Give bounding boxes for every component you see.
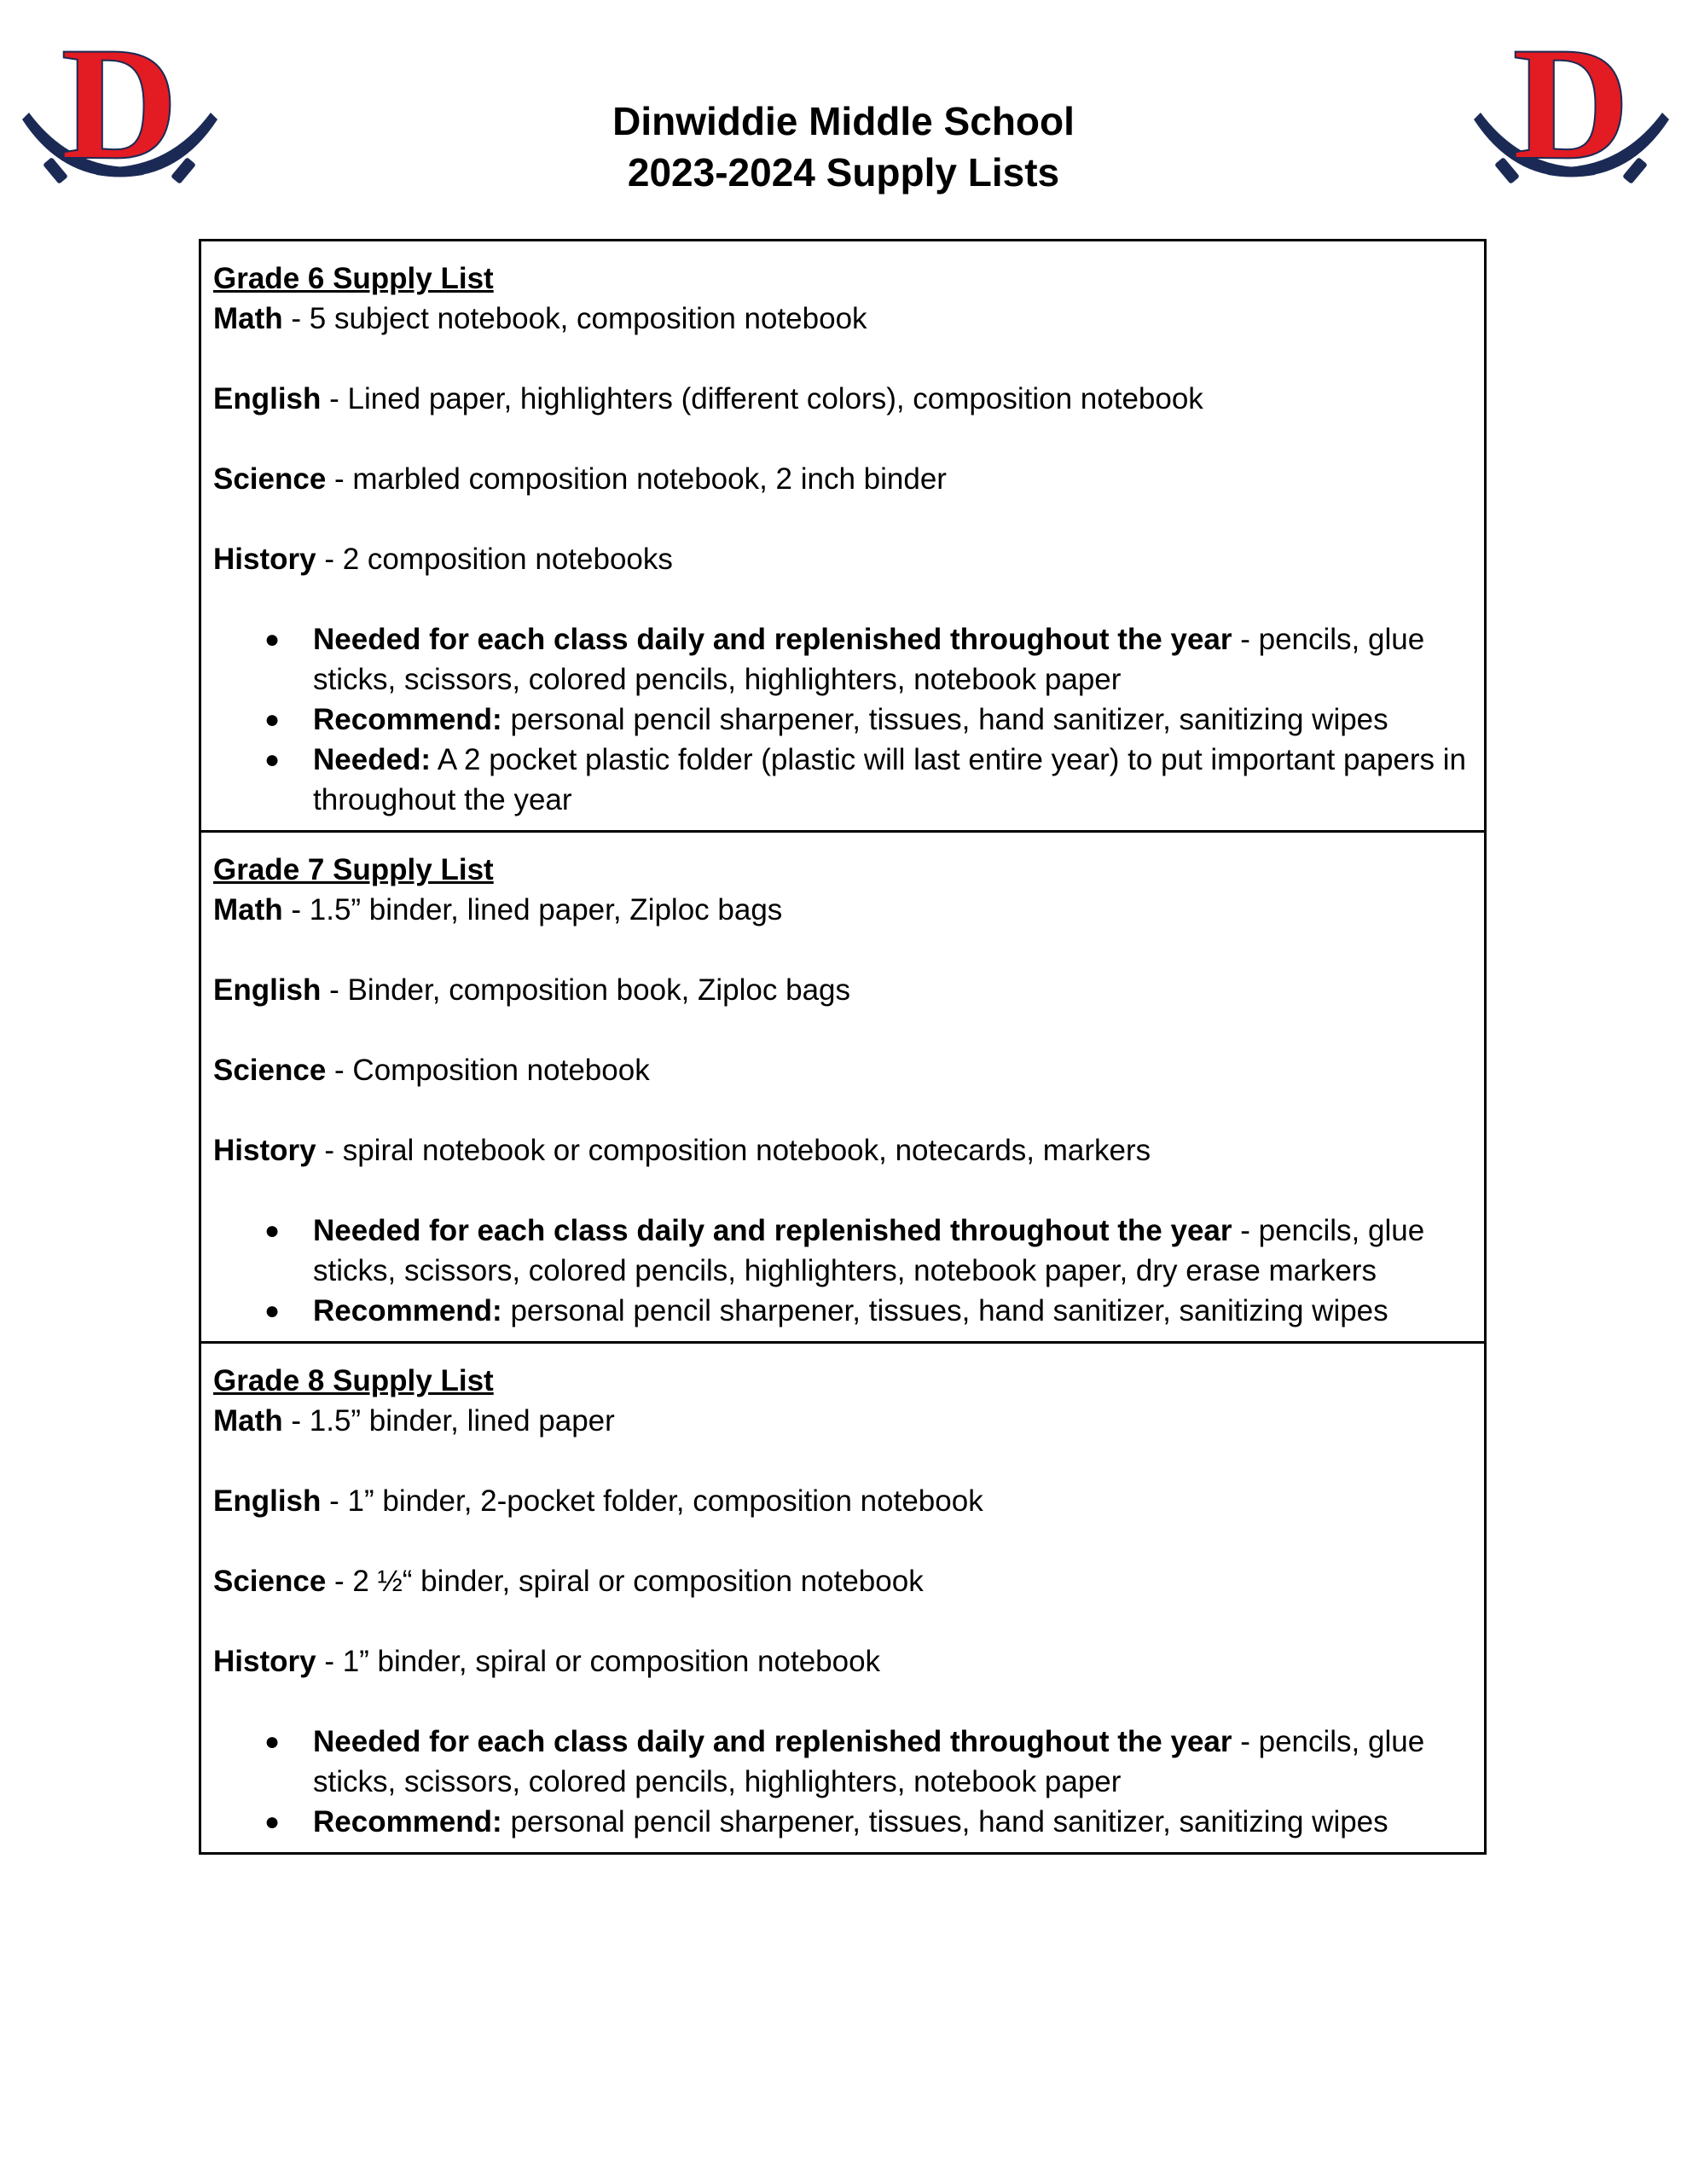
list-item: ● Recommend: personal pencil sharpener, tissues, hand sanitizer, sanitizing wipes xyxy=(213,1802,1472,1842)
subject-english: English - 1” binder, 2-pocket folder, composition notebook xyxy=(213,1484,983,1518)
bullet-icon: ● xyxy=(264,1808,281,1836)
bullet-icon: ● xyxy=(264,746,281,774)
subject-history: History - 2 composition notebooks xyxy=(213,543,673,576)
subject-science: Science - Composition notebook xyxy=(213,1054,650,1087)
supply-list-year: 2023-2024 Supply Lists xyxy=(627,150,1060,195)
bullet-icon: ● xyxy=(264,1297,281,1325)
logo-letter: D xyxy=(61,17,178,192)
bullet-list xyxy=(213,1211,1472,1331)
grade-heading: Grade 8 Supply List xyxy=(213,1364,494,1397)
logo-letter: D xyxy=(1512,17,1630,192)
list-item: ● Needed for each class daily and replenished throughout the year - pencils, glue sticks, scissors, colored pencils, highlighters, notebook paper, dry erase markers xyxy=(213,1211,1472,1291)
subject-science: Science - marbled composition notebook, 2 inch binder xyxy=(213,462,947,496)
bullet-list xyxy=(213,1722,1472,1842)
grade-6-section xyxy=(201,241,1484,830)
subject-math: Math - 1.5” binder, lined paper, Ziploc bags xyxy=(213,893,783,926)
list-item: ● Needed for each class daily and replenished throughout the year - pencils, glue sticks, scissors, colored pencils, highlighters, notebook paper xyxy=(213,1722,1472,1802)
subject-math: Math - 5 subject notebook, composition notebook xyxy=(213,302,867,335)
list-item: ● Recommend: personal pencil sharpener, tissues, hand sanitizer, sanitizing wipes xyxy=(213,1291,1472,1331)
list-item: ● Needed: A 2 pocket plastic folder (plastic will last entire year) to put important papers in throughout the year xyxy=(213,740,1472,820)
subject-science: Science - 2 ½“ binder, spiral or composition notebook xyxy=(213,1565,924,1598)
subject-math: Math - 1.5” binder, lined paper xyxy=(213,1404,615,1438)
grade-7-section xyxy=(201,830,1484,1341)
supply-table xyxy=(199,239,1487,1855)
grade-8-section xyxy=(201,1341,1484,1852)
grade-heading: Grade 7 Supply List xyxy=(213,853,494,886)
bullet-icon: ● xyxy=(264,1728,281,1756)
subject-history: History - spiral notebook or composition notebook, notecards, markers xyxy=(213,1134,1151,1167)
list-item: ● Needed for each class daily and replenished throughout the year - pencils, glue sticks, scissors, colored pencils, highlighters, notebook paper xyxy=(213,619,1472,700)
subject-history: History - 1” binder, spiral or composition notebook xyxy=(213,1645,881,1678)
list-item: ● Recommend: personal pencil sharpener, tissues, hand sanitizer, sanitizing wipes xyxy=(213,700,1472,740)
subject-english: English - Lined paper, highlighters (different colors), composition notebook xyxy=(213,382,1203,415)
bullet-icon: ● xyxy=(264,625,281,653)
subject-english: English - Binder, composition book, Ziploc bags xyxy=(213,973,851,1007)
bullet-icon: ● xyxy=(264,706,281,734)
school-name: Dinwiddie Middle School xyxy=(612,99,1075,143)
bullet-icon: ● xyxy=(264,1217,281,1245)
page-title xyxy=(0,96,1687,198)
bullet-list xyxy=(213,619,1472,820)
grade-heading: Grade 6 Supply List xyxy=(213,262,494,295)
